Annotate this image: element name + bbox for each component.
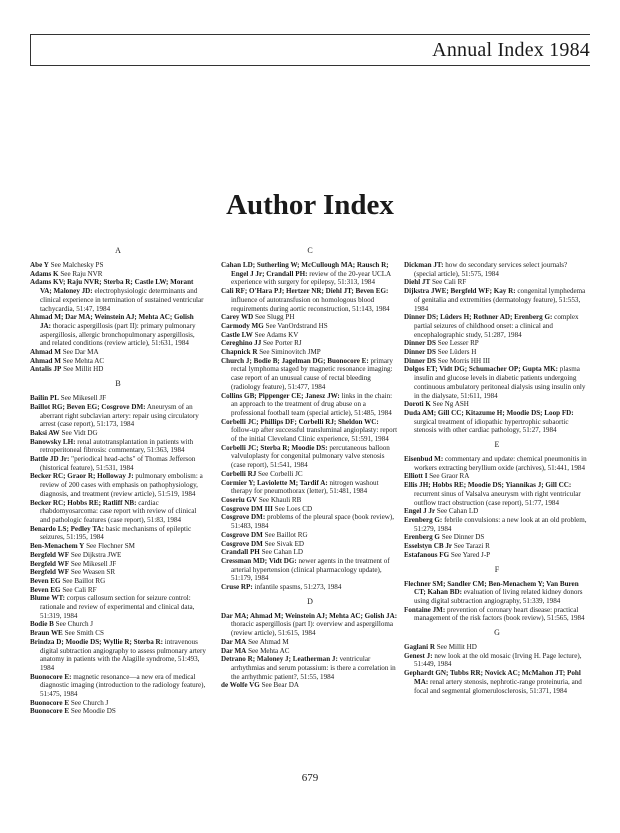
entry-reference: renal autotransplantation in patients with retroperitoneal fibrosis: commentary, 51:363, 1984 <box>40 437 194 455</box>
index-entry <box>30 525 206 542</box>
index-entry <box>30 261 206 270</box>
entry-reference: See Baillot RG <box>60 576 106 585</box>
entry-reference: ventricular arrhythmias and serum potassium: is there a correlation in the arrhythmic patient?, 51:55, 1984 <box>231 655 396 681</box>
index-entry <box>30 542 206 551</box>
entry-author: Bergfeld WF <box>30 568 70 577</box>
index-entry <box>404 409 590 435</box>
index-entry <box>30 438 206 455</box>
entry-reference: See Millit HD <box>434 643 477 652</box>
entry-author: Erenberg G: <box>404 515 443 524</box>
page-title: Author Index <box>226 189 394 221</box>
index-entry <box>404 261 590 278</box>
entry-author: Chapnick R <box>221 348 258 357</box>
index-entry <box>30 270 206 279</box>
entry-reference: complex partial seizures of childhood onset: a clinical and encephalographic study, 51:287, 1984 <box>414 313 579 339</box>
entry-author: Crandall PH <box>221 548 260 557</box>
entry-author: Brindza D; Moodie DS; Wyllie R; Sterba R: <box>30 637 163 646</box>
entry-reference: See Corbelli JC <box>256 469 303 478</box>
section-letter: G <box>494 628 500 638</box>
entry-reference: congenital lymphedema of genitalia and extremities (dermatology feature), 51:553, 1984 <box>414 287 586 313</box>
entry-author: Cosgrove DM III <box>221 504 273 513</box>
index-entry <box>221 548 399 557</box>
entry-author: Ahmad M; Dar MA; Weinstein AJ; Mehta AC; Golish JA: <box>30 313 194 330</box>
entry-reference: See Raju NVR <box>58 269 103 278</box>
entry-author: Estafanous FG <box>404 550 450 559</box>
entry-reference: commentary and update: chemical pneumonitis in workers extracting beryllium oxide (archives), 51:441, 1984 <box>414 455 587 472</box>
entry-author: Dinner DS <box>404 348 436 357</box>
entry-reference: See Weasen SR <box>69 568 116 577</box>
entry-author: Cressman MD; Vidt DG: <box>221 556 297 565</box>
index-entry <box>221 322 399 331</box>
entry-author: Buonocore E: <box>30 672 72 681</box>
index-entry <box>221 392 399 418</box>
entry-reference: See Lüders H <box>436 348 477 357</box>
entry-reference: plasma insulin and glucose levels in diabetic patients undergoing continuous ambulatory peritoneal dialysis using insulin only in the dialysate, 51:611, 1984 <box>414 365 586 400</box>
index-entry <box>221 418 399 444</box>
index-entry <box>404 472 590 481</box>
entry-author: Genest J: <box>404 651 433 660</box>
entry-reference: See Flechner SM <box>84 542 135 551</box>
entry-reference: See Mehta AC <box>246 646 290 655</box>
index-entry <box>30 313 206 348</box>
entry-author: Cosgrove DM <box>221 539 263 548</box>
entry-author: Cereghino JJ <box>221 339 262 348</box>
index-entry <box>30 577 206 586</box>
entry-reference: See Adams KV <box>252 330 299 339</box>
entry-reference: surgical treatment of idiopathic hypertrophic subaortic stenosis with other cardiac pathology, 51:27, 1984 <box>414 417 569 435</box>
entry-author: Antalis JP <box>30 365 62 374</box>
index-entry <box>30 620 206 629</box>
index-entry <box>221 647 399 656</box>
index-entry <box>404 357 590 366</box>
index-entry <box>404 339 590 348</box>
entry-reference: links in the chain: an approach to the treatment of drug abuse on a professional football team (special article), 51:485, 1984 <box>231 391 393 417</box>
entry-reference: pulmonary embolism: a review of 200 cases with emphasis on pathophysiology, diagnosis, and treatment (review article), 51:519, 1984 <box>40 472 203 498</box>
entry-reference: See Church J <box>69 698 109 707</box>
entry-author: Blume WT: <box>30 594 66 603</box>
index-entry <box>404 400 590 409</box>
entry-reference: See Slugg PH <box>253 313 295 322</box>
entry-reference: See Cali RF <box>60 585 97 594</box>
index-entry <box>404 287 590 313</box>
entry-author: Dinner DS; Lüders H; Rothner AD; Erenberg G: <box>404 313 553 322</box>
index-entry <box>221 313 399 322</box>
index-entry <box>30 429 206 438</box>
entry-reference: new look at the old mosaic (Irving H. Page lecture), 51:449, 1984 <box>414 651 582 669</box>
entry-reference: thoracic aspergillosis (part I): overview and aspergilloma (review article), 51:615, 1984 <box>231 620 394 638</box>
entry-reference: See Cahan LD <box>435 507 479 516</box>
entry-author: Duda AM; Gill CC; Kitazume H; Moodie DS; Loop FD: <box>404 408 574 417</box>
index-entry <box>221 557 399 583</box>
entry-author: Cahan LD; Sutherling W; McCullough MA; Rausch R; Engel J Jr; Crandall PH: <box>221 261 389 278</box>
index-column-2 <box>221 241 399 690</box>
entry-author: Ahmad M <box>30 348 61 357</box>
entry-author: Elliott I <box>404 472 428 481</box>
entry-author: Ben-Menachem Y <box>30 542 85 551</box>
entry-author: Collins GB; Pippenger CE; Janesz JW: <box>221 391 340 400</box>
entry-reference: See Smith CS <box>62 629 104 638</box>
index-entry <box>30 394 206 403</box>
entry-reference: influence of autotransfusion on homologous blood requirements during aortic reconstruction, 51:143, 1984 <box>231 295 390 313</box>
index-entry <box>404 652 590 669</box>
entry-author: Dar MA; Ahmad M; Weinstein AJ; Mehta AC; Golish JA: <box>221 611 398 620</box>
index-entry <box>30 673 206 699</box>
section-letter: C <box>307 246 313 255</box>
entry-author: Fontaine JM: <box>404 605 446 614</box>
entry-reference: See Loes CD <box>272 504 313 513</box>
index-entry <box>30 357 206 366</box>
index-entry <box>221 496 399 505</box>
entry-author: Cosgrove DM <box>221 530 263 539</box>
index-entry <box>221 357 399 392</box>
entry-author: Cali RF; O'Hara PJ; Hertzer NR; Diehl JT; Beven EG: <box>221 287 389 296</box>
entry-author: Engel J Jr <box>404 507 436 516</box>
index-entry <box>221 540 399 549</box>
index-entry <box>404 551 590 560</box>
index-entry <box>404 481 590 507</box>
entry-reference: See Porter RJ <box>261 339 302 348</box>
index-entry <box>221 331 399 340</box>
entry-author: Dar MA <box>221 637 247 646</box>
index-entry <box>404 507 590 516</box>
entry-author: Erenberg G <box>404 533 440 542</box>
entry-reference: See Morris HH III <box>436 356 490 365</box>
index-entry <box>404 542 590 551</box>
index-entry <box>404 606 590 623</box>
entry-reference: corpus callosum section for seizure control: rationale and review of experimental and clinical data, 51:319, 1984 <box>40 594 195 620</box>
entry-reference: See Dar MA <box>60 348 99 357</box>
index-entry <box>404 580 590 606</box>
entry-author: Gephardt GN; Tubbs RR; Novick AC; McMahon JT; Pohl MA: <box>404 669 581 686</box>
section-letter <box>404 247 590 256</box>
entry-author: Bergfeld WF <box>30 559 70 568</box>
entry-author: Cosgrove DM: <box>221 513 266 522</box>
entry-reference: See Vidt DG <box>59 428 98 437</box>
entry-reference: nitrogen washout therapy for pneumothorax (letter), 51:481, 1984 <box>231 478 379 496</box>
page-number: 679 <box>301 772 319 784</box>
index-column-1 <box>30 241 206 716</box>
entry-reference: follow-up after successful transluminal angioplasty: report of the initial Cleveland Clinic experience, 51:591, 1984 <box>231 426 398 444</box>
index-entry <box>221 348 399 357</box>
entry-author: Dinner DS <box>404 356 436 365</box>
index-entry <box>221 583 399 592</box>
entry-reference: See Mehta AC <box>60 356 105 365</box>
entry-author: Corbelli JC; Sterba R; Moodie DS: <box>221 443 328 452</box>
entry-reference: See Millit HD <box>61 365 104 374</box>
entry-reference: renal artery stenosis, nephrotic-range proteinuria, and focal and segmental glomerulosclerosis, 51:371, 1984 <box>414 677 582 695</box>
index-entry <box>221 470 399 479</box>
index-entry <box>221 612 399 638</box>
entry-reference: See Church J <box>53 620 94 629</box>
entry-reference: See Khauli RB <box>257 495 302 504</box>
entry-author: Dolgos ET; Vidt DG; Schumacher OP; Gupta MK: <box>404 365 559 374</box>
entry-author: Diehl JT <box>404 278 431 287</box>
entry-reference: See Malchesky PS <box>48 261 104 269</box>
index-entry <box>30 278 206 313</box>
entry-author: Adams KV; Raju NVR; Sterba R; Castle LW; Morant VA; Maloney JD: <box>30 278 194 296</box>
index-entry <box>221 655 399 681</box>
entry-reference: See Dijkstra JWE <box>69 550 122 559</box>
entry-reference: See Bear DA <box>259 681 299 690</box>
entry-reference: percutaneous balloon valvuloplasty for congenital pulmonary valve stenosis (case report), 51:541, 1984 <box>231 443 390 470</box>
section-letter: A <box>115 246 121 255</box>
entry-author: Bodie B <box>30 620 54 629</box>
entry-reference: electrophysiologic determinants and clinical experience in termination of sustained ventricular tachycardia, 51:47, 1984 <box>40 287 204 313</box>
entry-author: Benardo LS; Pedley TA: <box>30 524 105 533</box>
entry-reference: thoracic aspergillosis (part II): primary pulmonary aspergillosis, allergic bronchopulmonary aspergillosis, and related conditions (review article), 51:631, 1984 <box>40 321 196 348</box>
index-entry <box>30 699 206 708</box>
entry-author: Ellis JH; Hobbs RE; Moodie DS; Yiannikas J; Gill CC: <box>404 481 572 490</box>
entry-reference: See Ng ASH <box>430 400 469 409</box>
entry-reference: See VanOrdstrand HS <box>263 321 328 330</box>
entry-author: Esselstyn CB Jr <box>404 542 453 551</box>
entry-reference: See Tarazi R <box>452 542 490 551</box>
section-letter: B <box>115 379 121 389</box>
index-entry <box>30 638 206 673</box>
entry-author: Banowsky LH: <box>30 437 76 446</box>
index-entry <box>404 516 590 533</box>
entry-author: Baillot RG; Beven EG; Cosgrove DM: <box>30 402 146 411</box>
entry-author: Beven EG <box>30 576 61 585</box>
index-entry <box>30 586 206 595</box>
entry-author: Flechner SM; Sandler CM; Ben-Menachem Y; Van Buren CT; Kahan BD: <box>404 579 579 597</box>
header-banner <box>30 34 590 66</box>
entry-reference: See Cahan LD <box>259 548 303 557</box>
index-entry <box>30 594 206 620</box>
entry-author: Battle JD Jr: <box>30 455 70 464</box>
entry-reference: recurrent sinus of Valsalva aneurysm with right ventricular outflow tract obstruction (case report), 51:77, 1984 <box>414 489 581 507</box>
entry-reference: prevention of coronary heart disease: practical management of the risk factors (book review), 51:565, 1984 <box>414 605 585 623</box>
entry-author: Baksi AW <box>30 428 60 437</box>
entry-reference: evaluation of living related kidney donors using digital subtraction angiography, 51:339, 1984 <box>414 588 583 605</box>
index-entry <box>30 455 206 472</box>
entry-reference: See Cali RF <box>430 278 467 287</box>
entry-author: Bergfeld WF <box>30 550 70 559</box>
index-entry <box>30 629 206 638</box>
index-entry <box>221 261 399 287</box>
entry-author: Cormier Y; Laviolette M; Tardif A: <box>221 478 328 487</box>
index-entry <box>30 568 206 577</box>
entry-author: Dickman JT: <box>404 261 444 269</box>
entry-reference: See Graor RA <box>427 472 470 481</box>
header-title: Annual Index 1984 <box>432 39 590 61</box>
entry-author: Gaglani R <box>404 643 435 652</box>
entry-author: Coseriu GV <box>221 495 258 504</box>
entry-author: Cruse RP: <box>221 583 253 592</box>
entry-reference: problems of the pleural space (book review), 51:483, 1984 <box>231 513 395 531</box>
entry-author: Becker RC; Hobbs RE; Ratliff NB: <box>30 498 137 507</box>
index-column-3 <box>404 241 590 695</box>
entry-reference: primary rectal lymphoma staged by magnetic resonance imaging: case report of an unusual cause of rectal bleeding (radiology feature), 51:477, 1984 <box>231 356 393 391</box>
entry-author: Dinner DS <box>404 339 436 348</box>
entry-author: Abe Y <box>30 261 49 269</box>
index-entry <box>30 499 206 525</box>
index-entry <box>221 681 399 690</box>
entry-author: Becker RC; Graor R; Holloway J: <box>30 472 134 481</box>
entry-reference: See Sivak ED <box>262 539 305 548</box>
entry-author: Carey WD <box>221 313 254 322</box>
entry-author: Corbelli JC; Phillips DF; Corbelli RJ; Sheldon WC: <box>221 417 379 426</box>
index-entry <box>30 365 206 374</box>
entry-author: Detrano R; Maloney J; Leatherman J: <box>221 655 338 664</box>
index-entry <box>404 533 590 542</box>
entry-reference: Aneurysm of an aberrant right subclavian artery: repair using circulatory arrest (case report), 51:173, 1984 <box>40 402 199 429</box>
index-entry <box>404 455 590 472</box>
entry-author: Braun WE <box>30 629 63 638</box>
index-entry <box>221 339 399 348</box>
entry-author: Dar MA <box>221 646 247 655</box>
index-entry <box>30 403 206 429</box>
entry-reference: See Baillot RG <box>262 530 308 539</box>
entry-reference: newer agents in the treatment of arterial hypertension (clinical pharmacology update), 51:179, 1984 <box>231 556 390 583</box>
entry-author: Doroti K <box>404 400 431 409</box>
entry-reference: See Dinner DS <box>439 533 485 542</box>
entry-reference: See Mikesell JF <box>69 559 117 568</box>
entry-reference: See Moodie DS <box>69 707 116 716</box>
index-entry <box>221 531 399 540</box>
entry-reference: basic mechanisms of epileptic seizures, 51:195, 1984 <box>40 524 192 542</box>
index-entry <box>221 638 399 647</box>
entry-author: Bailin PL <box>30 394 59 403</box>
entry-author: Eisenbud M: <box>404 455 444 464</box>
entry-author: Ahmad M <box>30 356 61 365</box>
index-entry <box>30 472 206 498</box>
index-entry <box>404 313 590 339</box>
entry-reference: cardiac rhabdomyosarcoma: case report with review of clinical and pathologic features (case report), 51:83, 1984 <box>40 498 197 524</box>
index-entry <box>404 643 590 652</box>
entry-author: Adams K <box>30 269 59 278</box>
entry-reference: See Yared J-P <box>449 550 491 559</box>
section-letter: F <box>494 564 500 574</box>
entry-reference: how do secondary services select journals? (special article), 51:575, 1984 <box>414 261 568 278</box>
section-letter: E <box>494 440 500 450</box>
index-entry <box>221 505 399 514</box>
entry-reference: infantile spasms, 51:273, 1984 <box>252 583 342 592</box>
entry-author: Carmody MG <box>221 321 264 330</box>
index-entry <box>404 365 590 400</box>
index-entry <box>30 551 206 560</box>
entry-reference: review of the 20-year UCLA experience with surgery for epilepsy, 51:313, 1984 <box>231 269 391 287</box>
index-entry <box>30 348 206 357</box>
entry-author: Buonocore E <box>30 707 70 716</box>
entry-reference: See Lesser RP <box>436 339 479 348</box>
entry-author: Castle LW <box>221 330 253 339</box>
entry-author: de Wolfe VG <box>221 681 260 690</box>
section-letter: D <box>307 596 313 606</box>
index-entry <box>221 287 399 313</box>
entry-reference: "periodical head-achs" of Thomas Jefferson (historical feature), 51:531, 1984 <box>40 455 196 472</box>
index-entry <box>404 669 590 695</box>
index-entry <box>404 278 590 287</box>
entry-author: Church J; Bodie B; Jagelman DG; Buonocore E: <box>221 356 369 365</box>
entry-author: Corbelli RJ <box>221 469 257 478</box>
index-entry <box>221 444 399 470</box>
entry-reference: intravenous digital subtraction angiography to assess pulmonary artery anatomy in patients with the Alagille syndrome, 51:493, 1984 <box>40 637 206 672</box>
entry-reference: febrile convulsions: a new look at an old problem, 51:279, 1984 <box>414 515 587 533</box>
index-entry <box>30 560 206 569</box>
index-entry <box>221 479 399 496</box>
entry-reference: See Mikesell JF <box>58 394 107 403</box>
entry-reference: See Ahmad M <box>246 637 289 646</box>
entry-reference: magnetic resonance—a new era of medical diagnostic imaging (introduction to the radiology feature), 51:475, 1984 <box>40 672 206 699</box>
entry-author: Beven EG <box>30 585 61 594</box>
index-entry <box>30 707 206 716</box>
entry-author: Dijkstra JWE; Bergfeld WF; Kay R: <box>404 287 516 296</box>
index-entry <box>404 348 590 357</box>
entry-reference: See Siminovitch JMP <box>257 348 321 357</box>
entry-author: Buonocore E <box>30 698 70 707</box>
index-entry <box>221 513 399 530</box>
